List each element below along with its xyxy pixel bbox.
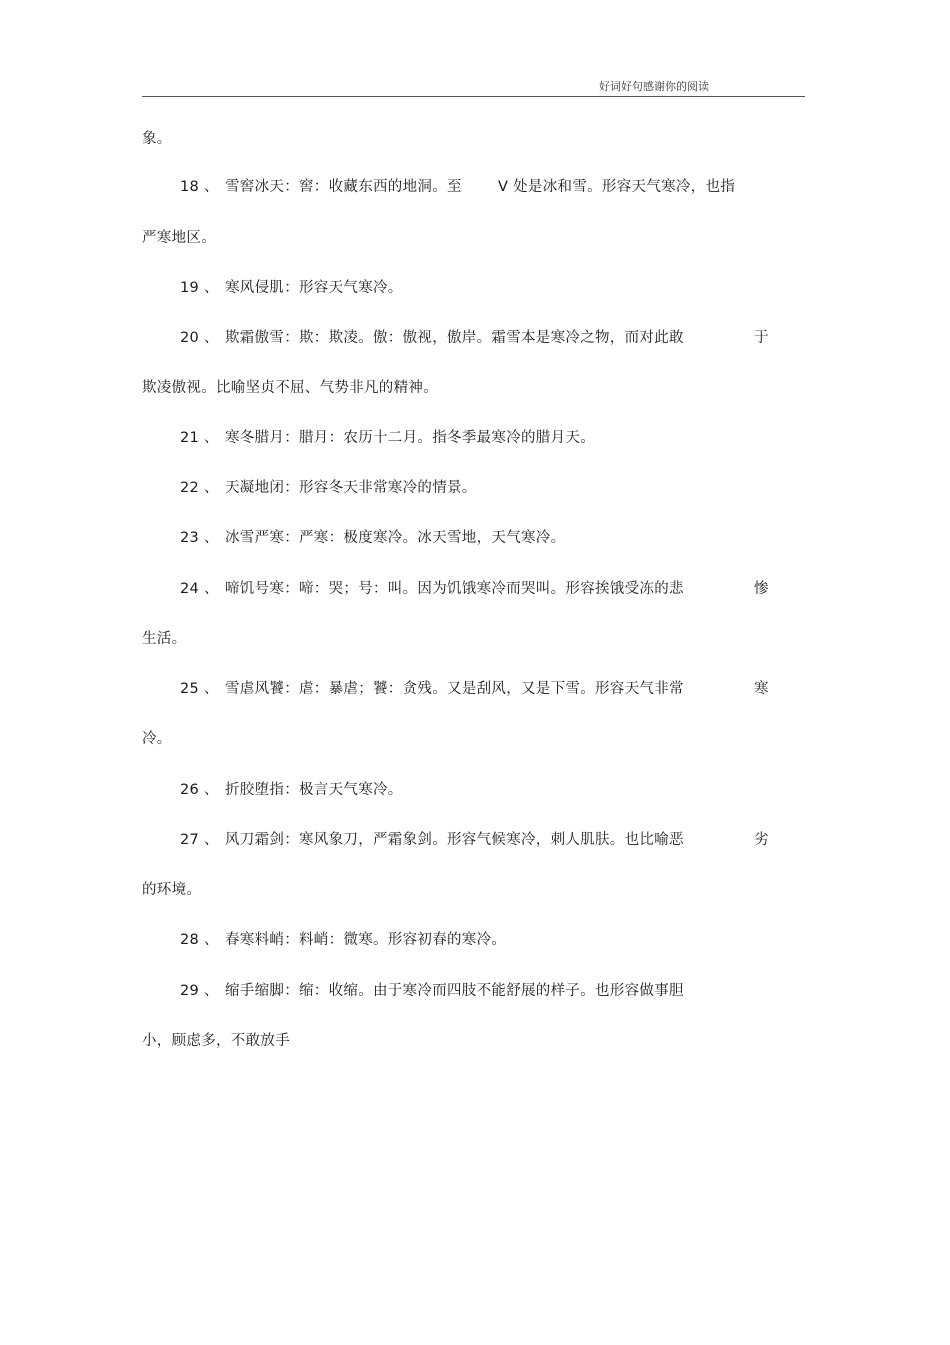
entry-number: 20 、 (180, 330, 219, 346)
entry-text: 雪窖冰天：窖：收藏东西的地洞。至 (225, 179, 462, 195)
entry-25-tail: 寒 (754, 681, 769, 697)
entry-text: 折胶堕指：极言天气寒冷。 (225, 782, 403, 798)
entry-number: 18 、 (180, 179, 219, 195)
entry-number: 28 、 (180, 932, 219, 948)
entry-25-continuation: 冷。 (142, 731, 172, 747)
entry-28 (180, 928, 506, 949)
entry-number: 27 、 (180, 832, 219, 848)
entry-text: 冰雪严寒：严寒：极度寒冷。冰天雪地，天气寒冷。 (225, 530, 566, 546)
entry-29-continuation: 小，顾虑多，不敢放手 (142, 1033, 290, 1049)
entry-number: 24 、 (180, 581, 219, 597)
entry-text: 风刀霜剑：寒风象刀，严霜象剑。形容气候寒冷，刺人肌肤。也比喻恶 (225, 832, 684, 848)
page-header (142, 78, 805, 97)
entry-text: 春寒料峭：料峭：微寒。形容初春的寒冷。 (225, 932, 507, 948)
entry-text: 缩手缩脚：缩：收缩。由于寒冷而四肢不能舒展的样子。也形容做事胆 (225, 983, 684, 999)
entry-number: 19 、 (180, 280, 219, 296)
entry-19 (180, 276, 403, 297)
entry-23 (180, 526, 565, 547)
entry-24-continuation: 生活。 (142, 631, 187, 647)
entry-text: 雪虐风饕：虐：暴虐；饕：贪残。又是刮风，又是下雪。形容天气非常 (225, 681, 684, 697)
entry-27 (180, 828, 684, 849)
entry-26 (180, 778, 403, 799)
entry-29 (180, 979, 684, 1000)
entry-25 (180, 677, 684, 698)
entry-text: 寒冬腊月：腊月：农历十二月。指冬季最寒冷的腊月天。 (225, 430, 595, 446)
entry-18 (180, 175, 462, 196)
entry-20-continuation: 欺凌傲视。比喻坚贞不屈、气势非凡的精神。 (142, 380, 438, 396)
entry-text: 啼饥号寒：啼：哭；号：叫。因为饥饿寒冷而哭叫。形容挨饿受冻的悲 (225, 581, 684, 597)
entry-20 (180, 326, 684, 347)
text-line: 象。 (142, 131, 172, 147)
entry-22 (180, 476, 477, 497)
entry-18-part2: V 处是冰和雪。形容天气寒冷，也指 (498, 179, 736, 195)
entry-24 (180, 577, 684, 598)
entry-21 (180, 426, 595, 447)
entry-number: 22 、 (180, 480, 219, 496)
entry-27-continuation: 的环境。 (142, 882, 202, 898)
entry-18-continuation: 严寒地区。 (142, 230, 216, 246)
entry-27-tail: 劣 (754, 832, 769, 848)
entry-20-tail: 于 (754, 330, 769, 346)
entry-24-tail: 惨 (754, 581, 769, 597)
header-text: 好词好句感谢你的阅读 (599, 80, 709, 93)
entry-text: 天凝地闭：形容冬天非常寒冷的情景。 (225, 480, 477, 496)
entry-number: 23 、 (180, 530, 219, 546)
entry-number: 26 、 (180, 782, 219, 798)
entry-number: 29 、 (180, 983, 219, 999)
entry-text: 欺霜傲雪：欺：欺凌。傲：傲视，傲岸。霜雪本是寒冷之物，而对此敢 (225, 330, 684, 346)
entry-number: 21 、 (180, 430, 219, 446)
entry-text: 寒风侵肌：形容天气寒冷。 (225, 280, 403, 296)
entry-number: 25 、 (180, 681, 219, 697)
